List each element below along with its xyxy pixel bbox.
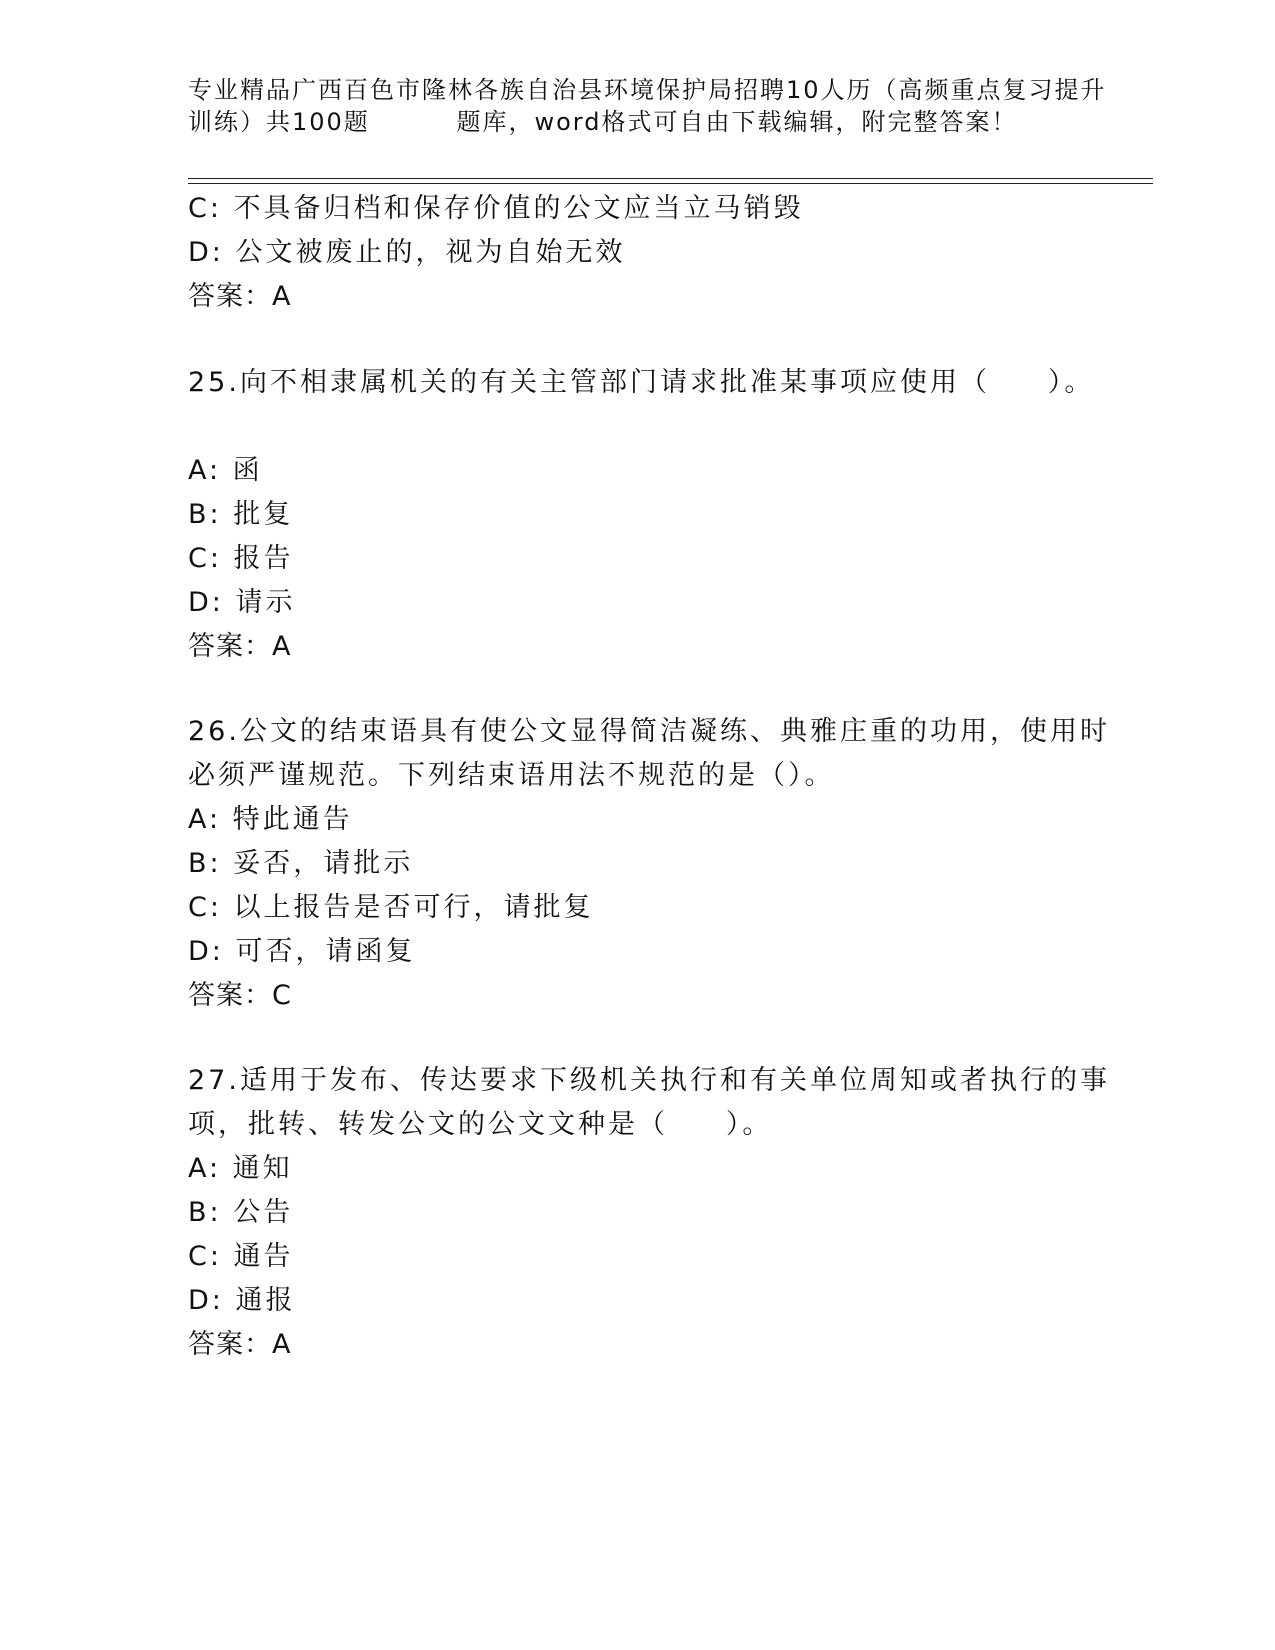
q25-option-c: C: 报告 xyxy=(188,543,294,574)
q27-option-a: A: 通知 xyxy=(188,1153,293,1184)
q26-option-a: A: 特此通告 xyxy=(188,804,353,835)
header-title-line-1: 专业精品广西百色市隆林各族自治县环境保护局招聘10人历（高频重点复习提升 xyxy=(188,76,1107,104)
q27-option-b: B: 公告 xyxy=(188,1197,294,1228)
q26-stem-line-2: 必须严谨规范。下列结束语用法不规范的是（）。 xyxy=(188,760,835,791)
q26-stem-line-1: 26.公文的结束语具有使公文显得简洁凝练、典雅庄重的功用，使用时 xyxy=(188,716,1110,747)
header-divider-top xyxy=(188,178,1153,179)
q26-option-b: B: 妥否，请批示 xyxy=(188,848,414,879)
q25-option-d: D: 请示 xyxy=(188,587,296,618)
header-divider-bottom xyxy=(188,183,1153,184)
q25-answer: 答案：A xyxy=(188,631,292,662)
prev-option-c: C: 不具备归档和保存价值的公文应当立马销毁 xyxy=(188,193,804,224)
q26-answer: 答案：C xyxy=(188,980,292,1011)
prev-option-d: D: 公文被废止的，视为自始无效 xyxy=(188,237,626,268)
q25-option-a: A: 函 xyxy=(188,455,263,486)
q26-option-d: D: 可否，请函复 xyxy=(188,936,416,967)
q27-option-d: D: 通报 xyxy=(188,1285,296,1316)
q27-stem-line-2: 项，批转、转发公文的公文文种是（ ）。 xyxy=(188,1109,773,1140)
q25-option-b: B: 批复 xyxy=(188,499,294,530)
header-title-line-2: 训练）共100题 题库，word格式可自由下载编辑，附完整答案！ xyxy=(188,108,1018,136)
q27-option-c: C: 通告 xyxy=(188,1241,294,1272)
document-header xyxy=(188,74,1107,138)
q26-option-c: C: 以上报告是否可行，请批复 xyxy=(188,892,594,923)
prev-answer: 答案：A xyxy=(188,281,292,312)
q25-stem: 25.向不相隶属机关的有关主管部门请求批准某事项应使用（ ）。 xyxy=(188,367,1095,398)
q27-answer: 答案：A xyxy=(188,1329,292,1360)
q27-stem-line-1: 27.适用于发布、传达要求下级机关执行和有关单位周知或者执行的事 xyxy=(188,1065,1110,1096)
